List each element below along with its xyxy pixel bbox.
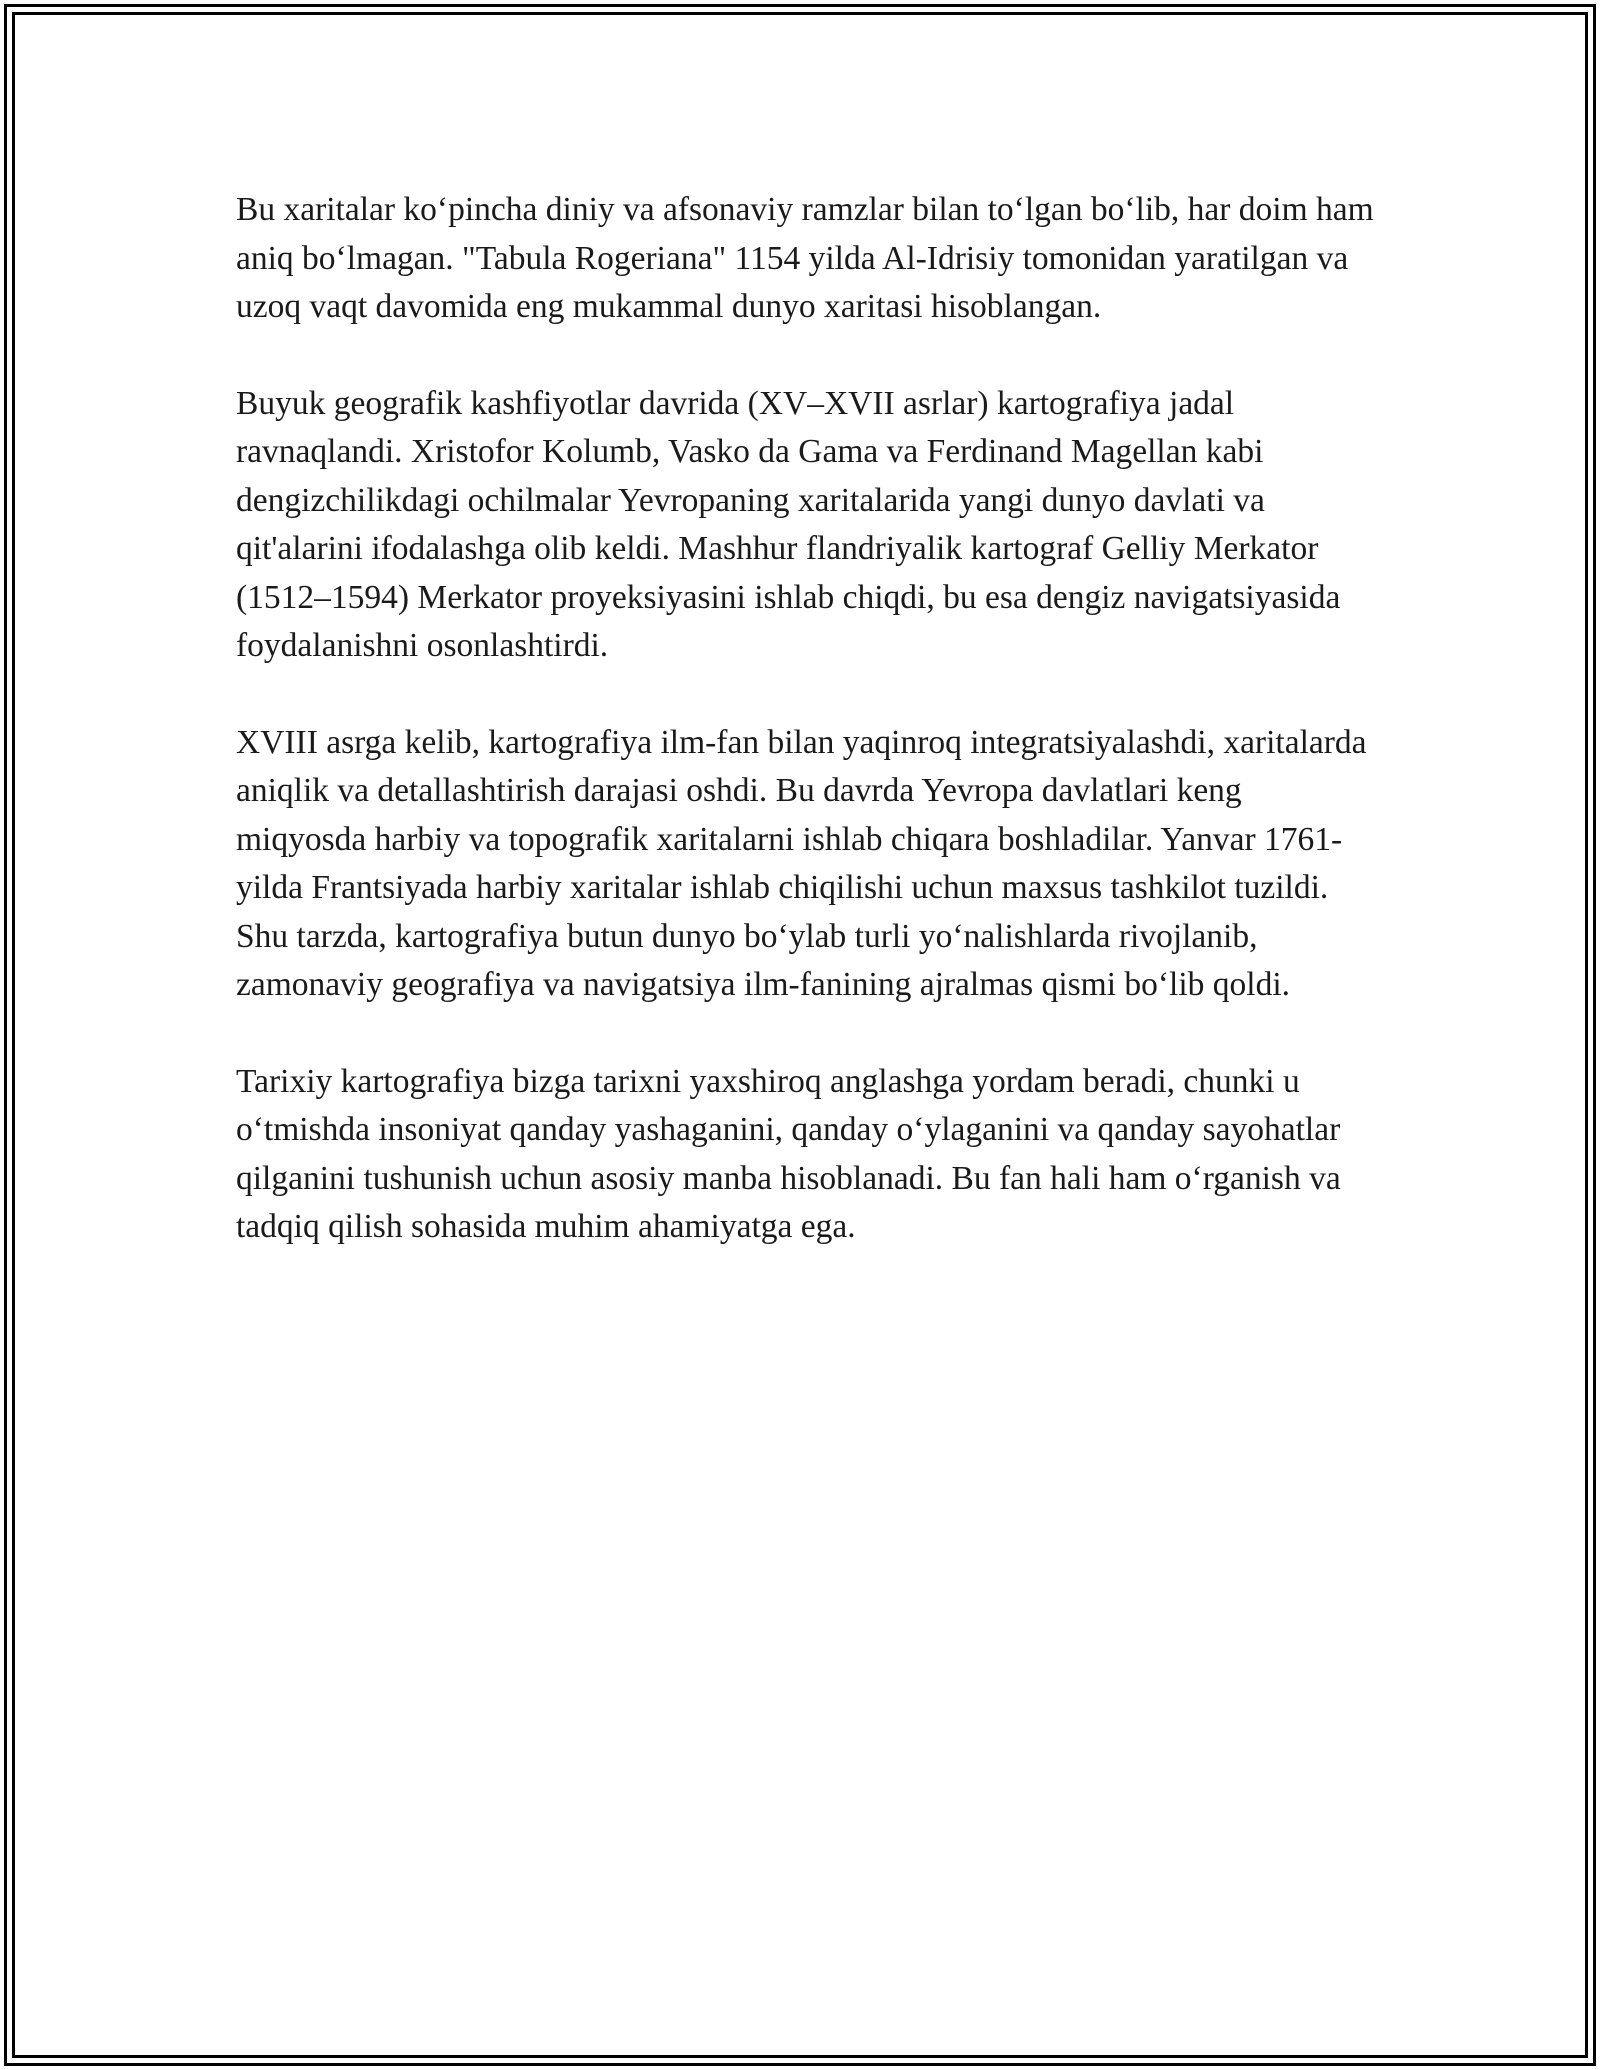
paragraph-1: Bu xaritalar ko‘pincha diniy va afsonaviy ramzlar bilan to‘lgan bo‘lib, har doim ham aniq bo‘lmagan. "Tabula Rogeriana" 1154 yilda Al-Idrisiy tomonidan yaratilgan va uzoq vaqt davomida eng mukammal dunyo xaritasi hisoblangan. — [236, 191, 1374, 325]
paragraph-2: Buyuk geografik kashfiyotlar davrida (XV–XVII asrlar) kartografiya jadal ravnaqlandi. Xristofor Kolumb, Vasko da Gama va Ferdinand Magellan kabi dengizchilikdagi ochilmalar Yevropaning xaritalarida yangi dunyo davlati va qit'alarini ifodalashga olib keldi. Mashhur flandriyalik kartograf Gelliy Merkator (1512–1594) Merkator proyeksiyasini ishlab chiqdi, bu esa dengiz navigatsiyasida foydalanishni osonlashtirdi. — [236, 384, 1341, 664]
document-body — [236, 186, 1376, 1300]
paragraph-3: XVIII asrga kelib, kartografiya ilm-fan bilan yaqinroq integratsiyalashdi, xaritalarda aniqlik va detallashtirish darajasi oshdi. Bu davrda Yevropa davlatlari keng miqyosda harbiy va topografik xaritalarni ishlab chiqara boshladilar. Yanvar 1761-yilda Frantsiyada harbiy xaritalar ishlab chiqilishi uchun maxsus tashkilot tuzildi. Shu tarzda, kartografiya butun dunyo bo‘ylab turli yo‘nalishlarda rivojlanib, zamonaviy geografiya va navigatsiya ilm-fanining ajralmas qismi bo‘lib qoldi. — [236, 723, 1367, 1003]
paragraph-4: Tarixiy kartografiya bizga tarixni yaxshiroq anglashga yordam beradi, chunki u o‘tmishda insoniyat qanday yashaganini, qanday o‘ylaganini va qanday sayohatlar qilganini tushunish uchun asosiy manba hisoblanadi. Bu fan hali ham o‘rganish va tadqiq qilish sohasida muhim ahamiyatga ega. — [236, 1062, 1341, 1245]
